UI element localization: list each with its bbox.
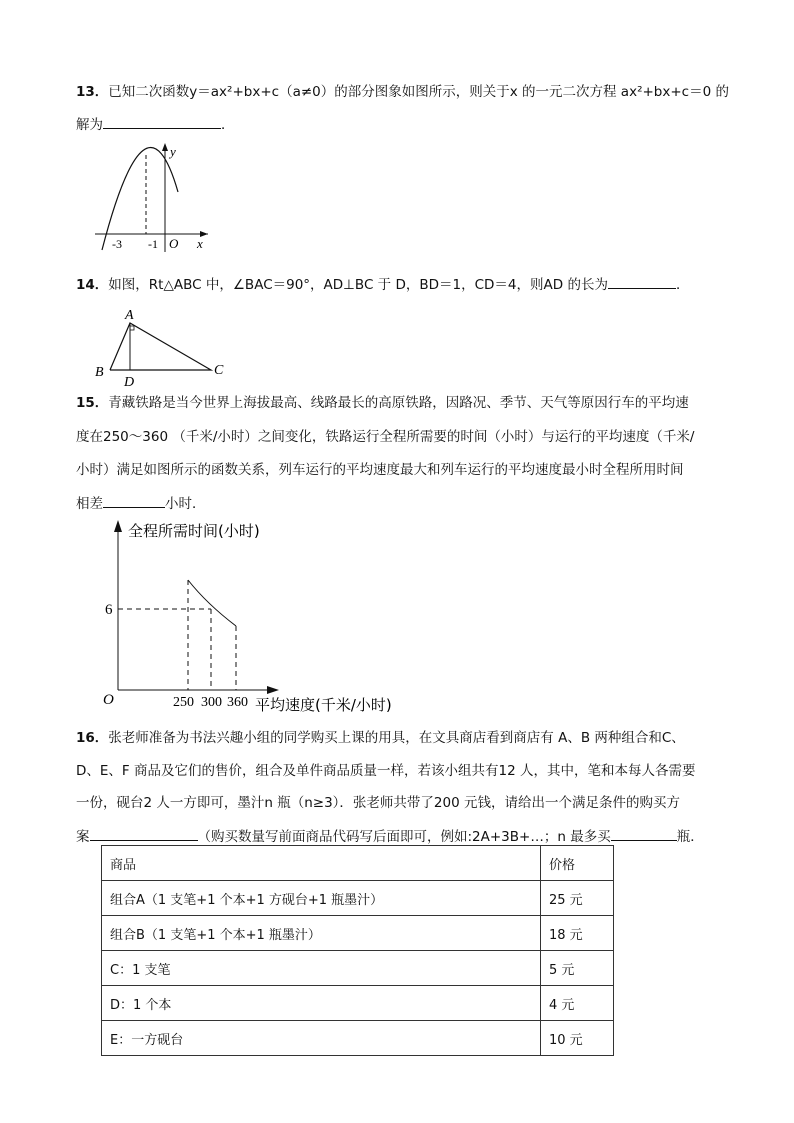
- q14-text: ．: [675, 277, 690, 293]
- question-number: 14．: [76, 277, 109, 293]
- label-d: D: [124, 375, 135, 390]
- answer-blank[interactable]: [103, 114, 221, 129]
- q16-text: 张老师准备为书法兴趣小组的同学购买上课的用具，在文具商店看到商店有 A、B 两种组合和C、: [108, 730, 685, 746]
- y-axis-label: 全程所需时间(小时): [128, 522, 260, 540]
- header-cell: 商品: [102, 846, 541, 881]
- item-cell: 组合A（1 支笔+1 个本+1 方砚台+1 瓶墨汁）: [102, 881, 541, 916]
- q14-line: [76, 274, 689, 295]
- label-b: B: [95, 365, 104, 380]
- q15-line2: [76, 427, 694, 447]
- triangle-abc: [110, 323, 211, 370]
- q16-text: 瓶．: [676, 829, 704, 845]
- q15-line1: [76, 393, 689, 413]
- q16-line3: [76, 793, 680, 813]
- x-arrow-icon: [267, 686, 279, 694]
- right-angle-icon: [130, 326, 134, 330]
- q15-function-graph: [95, 512, 415, 717]
- item-cell: E：一方砚台: [102, 1021, 541, 1056]
- y-arrow-icon: [162, 143, 168, 151]
- q13-parabola-figure: [90, 140, 220, 260]
- label-c: C: [214, 363, 224, 378]
- tick-label-360: 360: [227, 695, 248, 710]
- price-cell: 5 元: [541, 951, 614, 986]
- q15-text: 相差: [76, 496, 103, 512]
- tick-label: -1: [148, 237, 158, 251]
- tick-label-6: 6: [105, 602, 113, 618]
- tick-label: -3: [112, 237, 122, 251]
- q16-text: 一份，砚台2 人一方即可，墨汁n 瓶（n≥3）．张老师共带了200 元钱，请给出一个满足条件的购买方: [76, 795, 680, 811]
- header-cell: 价格: [541, 846, 614, 881]
- item-cell: 组合B（1 支笔+1 个本+1 瓶墨汁）: [102, 916, 541, 951]
- label-a: A: [125, 308, 134, 323]
- table-row: [102, 916, 614, 951]
- q13-line1: [76, 82, 729, 102]
- tick-label-300: 300: [201, 695, 222, 710]
- q13-text: ．: [221, 117, 235, 133]
- question-number: 15．: [76, 395, 109, 411]
- q15-text: 小时）满足如图所示的函数关系，列车运行的平均速度最大和列车运行的平均速度最小时全程所用时间: [76, 462, 684, 478]
- q16-text: 案: [76, 829, 90, 845]
- q14-triangle-figure: [90, 302, 260, 390]
- answer-blank[interactable]: [103, 493, 165, 508]
- table-row: [102, 986, 614, 1021]
- origin-label: O: [103, 692, 114, 708]
- q16-line2: [76, 761, 695, 781]
- q13-text: 解为: [76, 117, 103, 133]
- q15-text: 青藏铁路是当今世界上海拔最高、线路最长的高原铁路，因路况、季节、天气等原因行车的平均速: [108, 395, 689, 411]
- q16-line1: [76, 728, 685, 748]
- question-number: 16．: [76, 730, 109, 746]
- table-row: [102, 1021, 614, 1056]
- tick-label-250: 250: [173, 695, 194, 710]
- q13-text: 已知二次函数y＝ax²+bx+c（a≠0）的部分图象如图所示，则关于x 的一元二次方程 ax²+bx+c＝0 的: [108, 84, 729, 100]
- item-cell: C：1 支笔: [102, 951, 541, 986]
- answer-blank[interactable]: [608, 274, 676, 289]
- table-row: [102, 951, 614, 986]
- table-row: [102, 881, 614, 916]
- origin-label: O: [169, 236, 179, 251]
- q15-text: 度在250～360 （千米/小时）之间变化，铁路运行全程所需要的时间（小时）与运行的平均速度（千米/: [76, 429, 695, 445]
- q14-text: 如图，Rt△ABC 中，∠BAC＝90°，AD⊥BC 于 D，BD＝1，CD＝4，则AD 的长为: [108, 277, 608, 293]
- parabola-curve: [102, 148, 178, 250]
- item-cell: D：1 个本: [102, 986, 541, 1021]
- q16-line4: [76, 826, 704, 847]
- q13-line2: [76, 114, 235, 135]
- price-cell: 25 元: [541, 881, 614, 916]
- y-label: y: [170, 144, 176, 159]
- question-number: 13．: [76, 84, 109, 100]
- q16-text: D、E、F 商品及它们的售价，组合及单件商品质量一样，若该小组共有12 人，其中，笔和本每人各需要: [76, 763, 696, 779]
- q15-text: 小时．: [165, 496, 206, 512]
- answer-blank-n[interactable]: [611, 826, 677, 841]
- curve: [188, 580, 236, 626]
- q16-text: （购买数量写前面商品代码写后面即可，例如:2A+3B+…；n 最多买: [197, 829, 611, 845]
- y-arrow-icon: [114, 520, 122, 532]
- price-cell: 18 元: [541, 916, 614, 951]
- q15-line3: [76, 460, 684, 480]
- answer-blank-plan[interactable]: [90, 826, 198, 841]
- price-cell: 10 元: [541, 1021, 614, 1056]
- table-header-row: [102, 846, 614, 881]
- price-cell: 4 元: [541, 986, 614, 1021]
- price-table: [101, 845, 614, 1056]
- q15-line4: [76, 493, 206, 514]
- x-axis-label: 平均速度(千米/小时): [255, 696, 392, 714]
- x-label: x: [197, 236, 203, 251]
